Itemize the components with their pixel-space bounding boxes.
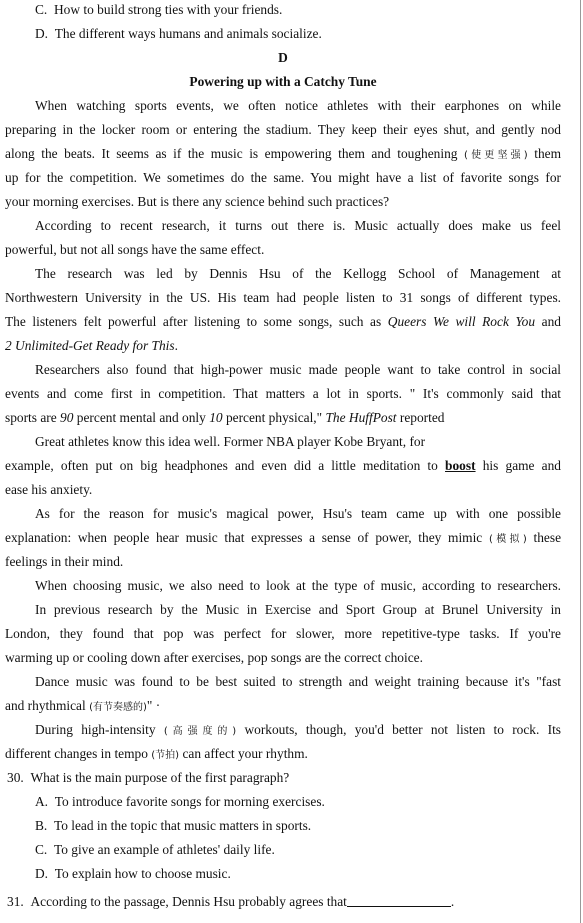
passage-title: Powering up with a Catchy Tune — [189, 74, 377, 89]
p5-line3: ease his anxiety. — [5, 482, 93, 497]
p4-line1: Researchers also found that high-power music made people want to take control in social — [35, 362, 561, 377]
p3-line4: 2 Unlimited-Get Ready for This. — [5, 338, 178, 353]
question-30-option-c[interactable]: C. To give an example of athletes' daily life. — [35, 842, 275, 857]
p10-line1: During high-intensity (高强度的) workouts, though, you'd better not listen to rock. Its — [35, 722, 561, 737]
p8-line3: warming up or cooling down after exercises, pop songs are the correct choice. — [5, 650, 423, 665]
question-30-option-a[interactable]: A. To introduce favorite songs for morning exercises. — [35, 794, 325, 809]
p4-line3: sports are 90 percent mental and only 10 percent physical," The HuffPost reported — [5, 410, 445, 425]
p6-line2: explanation: when people hear music that expresses a sense of power, they mimic (模拟) these — [5, 530, 561, 545]
p2-line1: According to recent research, it turns out there is. Music actually does make us feel — [35, 218, 561, 233]
question-30-option-d[interactable]: D. To explain how to choose music. — [35, 866, 231, 881]
p3-line1: The research was led by Dennis Hsu of the Kellogg School of Management at — [35, 266, 561, 281]
p3-line3: The listeners felt powerful after listening to some songs, such as Queers We will Rock You and — [5, 314, 561, 329]
p5-line2: example, often put on big headphones and even did a little meditation to boost his game and — [5, 458, 561, 473]
p1-line2: preparing in the locker room or entering the stadium. They keep their eyes shut, and gently nod — [5, 122, 561, 137]
p4-line2: events and come first in competition. That matters a lot in sports. " It's commonly said that — [5, 386, 561, 401]
p5-line1: Great athletes know this idea well. Former NBA player Kobe Bryant, for — [35, 434, 426, 449]
p6-line1: As for the reason for music's magical power, Hsu's team came up with one possible — [35, 506, 561, 521]
question-30-stem: 30. What is the main purpose of the first paragraph? — [7, 770, 290, 785]
p9-line1: Dance music was found to be best suited to strength and weight training because it's "fast — [35, 674, 561, 689]
question-30-option-b[interactable]: B. To lead in the topic that music matters in sports. — [35, 818, 312, 833]
p2-line2: powerful, but not all songs have the same effect. — [5, 242, 265, 257]
highlighted-word: boost — [445, 458, 476, 473]
section-letter: D — [278, 50, 288, 65]
p7-line1: When choosing music, we also need to look at the type of music, according to researchers. — [35, 578, 561, 593]
question-31-stem: 31. According to the passage, Dennis Hsu probably agrees that . — [7, 894, 455, 909]
answer-blank[interactable] — [347, 893, 451, 907]
p1-line4: up for the competition. We sometimes do the same. You might have a list of favorite songs for — [5, 170, 561, 185]
p1-line1: When watching sports events, we often notice athletes with their earphones on while — [35, 98, 561, 113]
prev-option-c: C. How to build strong ties with your friends. — [35, 2, 283, 17]
p8-line2: London, they found that pop was perfect for slower, more repetitive-type tasks. If you're — [5, 626, 561, 641]
p6-line3: feelings in their mind. — [5, 554, 124, 569]
page-edge-line — [580, 0, 581, 923]
p3-line2: Northwestern University in the US. His team had people listen to 31 songs of different types. — [5, 290, 561, 305]
p1-line5: your morning exercises. But is there any science behind such practices? — [5, 194, 390, 209]
p1-line3: along the beats. It seems as if the music is empowering them and toughening (使更坚强) them — [5, 146, 561, 161]
p8-line1: In previous research by the Music in Exercise and Sport Group at Brunel University in — [35, 602, 561, 617]
p9-line2: and rhythmical (有节奏感的)" · — [5, 698, 161, 713]
prev-option-d: D. The different ways humans and animals socialize. — [35, 26, 322, 41]
p10-line2: different changes in tempo (节拍) can affect your rhythm. — [5, 746, 308, 761]
